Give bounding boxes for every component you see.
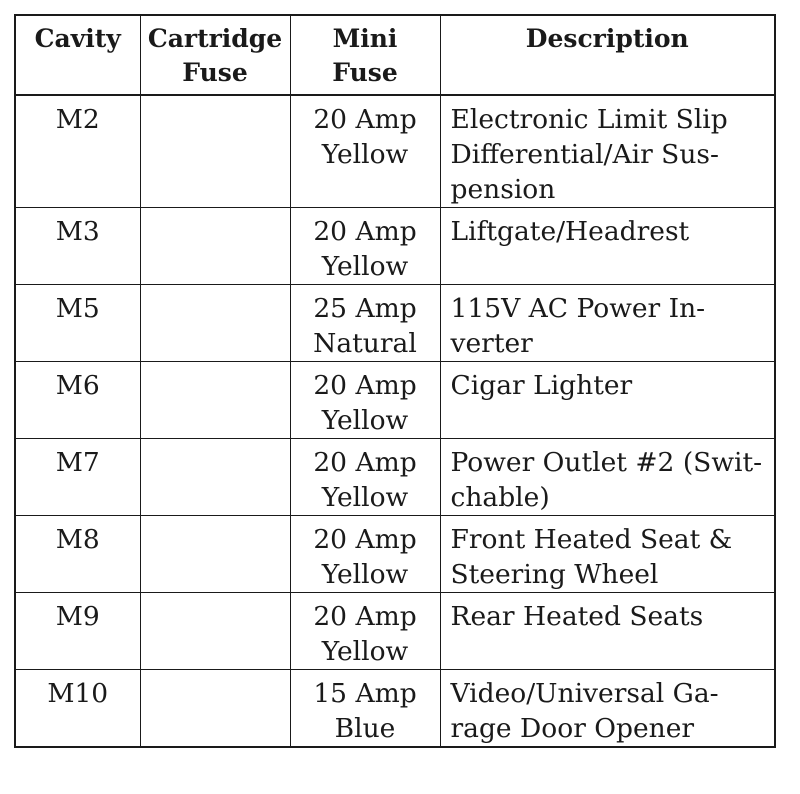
description-line: Liftgate/Headrest <box>450 216 690 247</box>
cell-cavity: M9 <box>15 593 140 670</box>
header-cavity <box>15 15 140 95</box>
mini-fuse-rating: 20 Amp <box>313 601 417 632</box>
mini-fuse-rating: 20 Amp <box>313 104 417 135</box>
cell-mini-fuse <box>290 516 440 593</box>
description-line: Front Heated Seat & <box>450 524 733 555</box>
cell-description <box>440 208 775 285</box>
cell-mini-fuse <box>290 593 440 670</box>
header-cartridge-fuse <box>140 15 290 95</box>
description-line: verter <box>450 328 533 359</box>
cell-description <box>440 516 775 593</box>
mini-fuse-rating: 20 Amp <box>313 370 417 401</box>
description-line: Power Outlet #2 (Swit- <box>450 447 763 478</box>
cell-mini-fuse <box>290 439 440 516</box>
mini-fuse-color: Yellow <box>321 139 409 170</box>
mini-fuse-rating: 20 Amp <box>313 447 417 478</box>
description-line: 115V AC Power In- <box>450 293 706 324</box>
table-row <box>15 362 775 439</box>
table-row <box>15 285 775 362</box>
description-line: Differential/Air Sus- <box>450 139 719 170</box>
description-line: Rear Heated Seats <box>450 601 704 632</box>
mini-fuse-color: Yellow <box>321 636 409 667</box>
header-cartridge-fuse-line: Cartridge <box>147 24 283 53</box>
cell-description <box>440 362 775 439</box>
cell-mini-fuse <box>290 670 440 748</box>
cell-mini-fuse <box>290 208 440 285</box>
table-row <box>15 516 775 593</box>
cell-cavity: M8 <box>15 516 140 593</box>
mini-fuse-rating: 25 Amp <box>313 293 417 324</box>
mini-fuse-rating: 20 Amp <box>313 216 417 247</box>
description-line: rage Door Opener <box>450 713 695 744</box>
table-row <box>15 208 775 285</box>
header-row <box>15 15 775 95</box>
header-mini-fuse-line: Fuse <box>332 58 398 87</box>
cell-cartridge-fuse <box>140 670 290 748</box>
cell-description <box>440 439 775 516</box>
table-header <box>15 15 775 95</box>
table-row <box>15 439 775 516</box>
header-mini-fuse <box>290 15 440 95</box>
cell-cavity: M3 <box>15 208 140 285</box>
header-cavity-line: Cavity <box>34 24 121 53</box>
description-line: Steering Wheel <box>450 559 659 590</box>
cell-cavity: M10 <box>15 670 140 748</box>
cell-cartridge-fuse <box>140 516 290 593</box>
header-mini-fuse-line: Mini <box>332 24 398 53</box>
mini-fuse-color: Yellow <box>321 251 409 282</box>
cell-cartridge-fuse <box>140 439 290 516</box>
cell-description <box>440 285 775 362</box>
description-line: Cigar Lighter <box>450 370 633 401</box>
mini-fuse-rating: 20 Amp <box>313 524 417 555</box>
cell-description <box>440 670 775 748</box>
cell-cavity: M2 <box>15 95 140 208</box>
table-body <box>15 95 775 747</box>
cell-cartridge-fuse <box>140 593 290 670</box>
cell-cartridge-fuse <box>140 362 290 439</box>
mini-fuse-color: Yellow <box>321 405 409 436</box>
cell-mini-fuse <box>290 285 440 362</box>
table-row <box>15 95 775 208</box>
table-row <box>15 670 775 748</box>
cell-cartridge-fuse <box>140 208 290 285</box>
header-description-line: Description <box>525 24 689 53</box>
mini-fuse-rating: 15 Amp <box>313 678 417 709</box>
cell-cartridge-fuse <box>140 95 290 208</box>
table-row <box>15 593 775 670</box>
description-line: Electronic Limit Slip <box>450 104 728 135</box>
description-line: pension <box>450 174 556 205</box>
cell-mini-fuse <box>290 95 440 208</box>
header-cartridge-fuse-line: Fuse <box>182 58 248 87</box>
description-line: chable) <box>450 482 550 513</box>
mini-fuse-color: Natural <box>313 328 417 359</box>
description-line: Video/Universal Ga- <box>450 678 719 709</box>
cell-mini-fuse <box>290 362 440 439</box>
cell-cavity: M7 <box>15 439 140 516</box>
mini-fuse-color: Blue <box>334 713 396 744</box>
cell-cavity: M6 <box>15 362 140 439</box>
mini-fuse-color: Yellow <box>321 559 409 590</box>
cell-description <box>440 593 775 670</box>
cell-description <box>440 95 775 208</box>
mini-fuse-color: Yellow <box>321 482 409 513</box>
cell-cartridge-fuse <box>140 285 290 362</box>
fuse-table <box>14 14 776 748</box>
header-description <box>440 15 775 95</box>
cell-cavity: M5 <box>15 285 140 362</box>
